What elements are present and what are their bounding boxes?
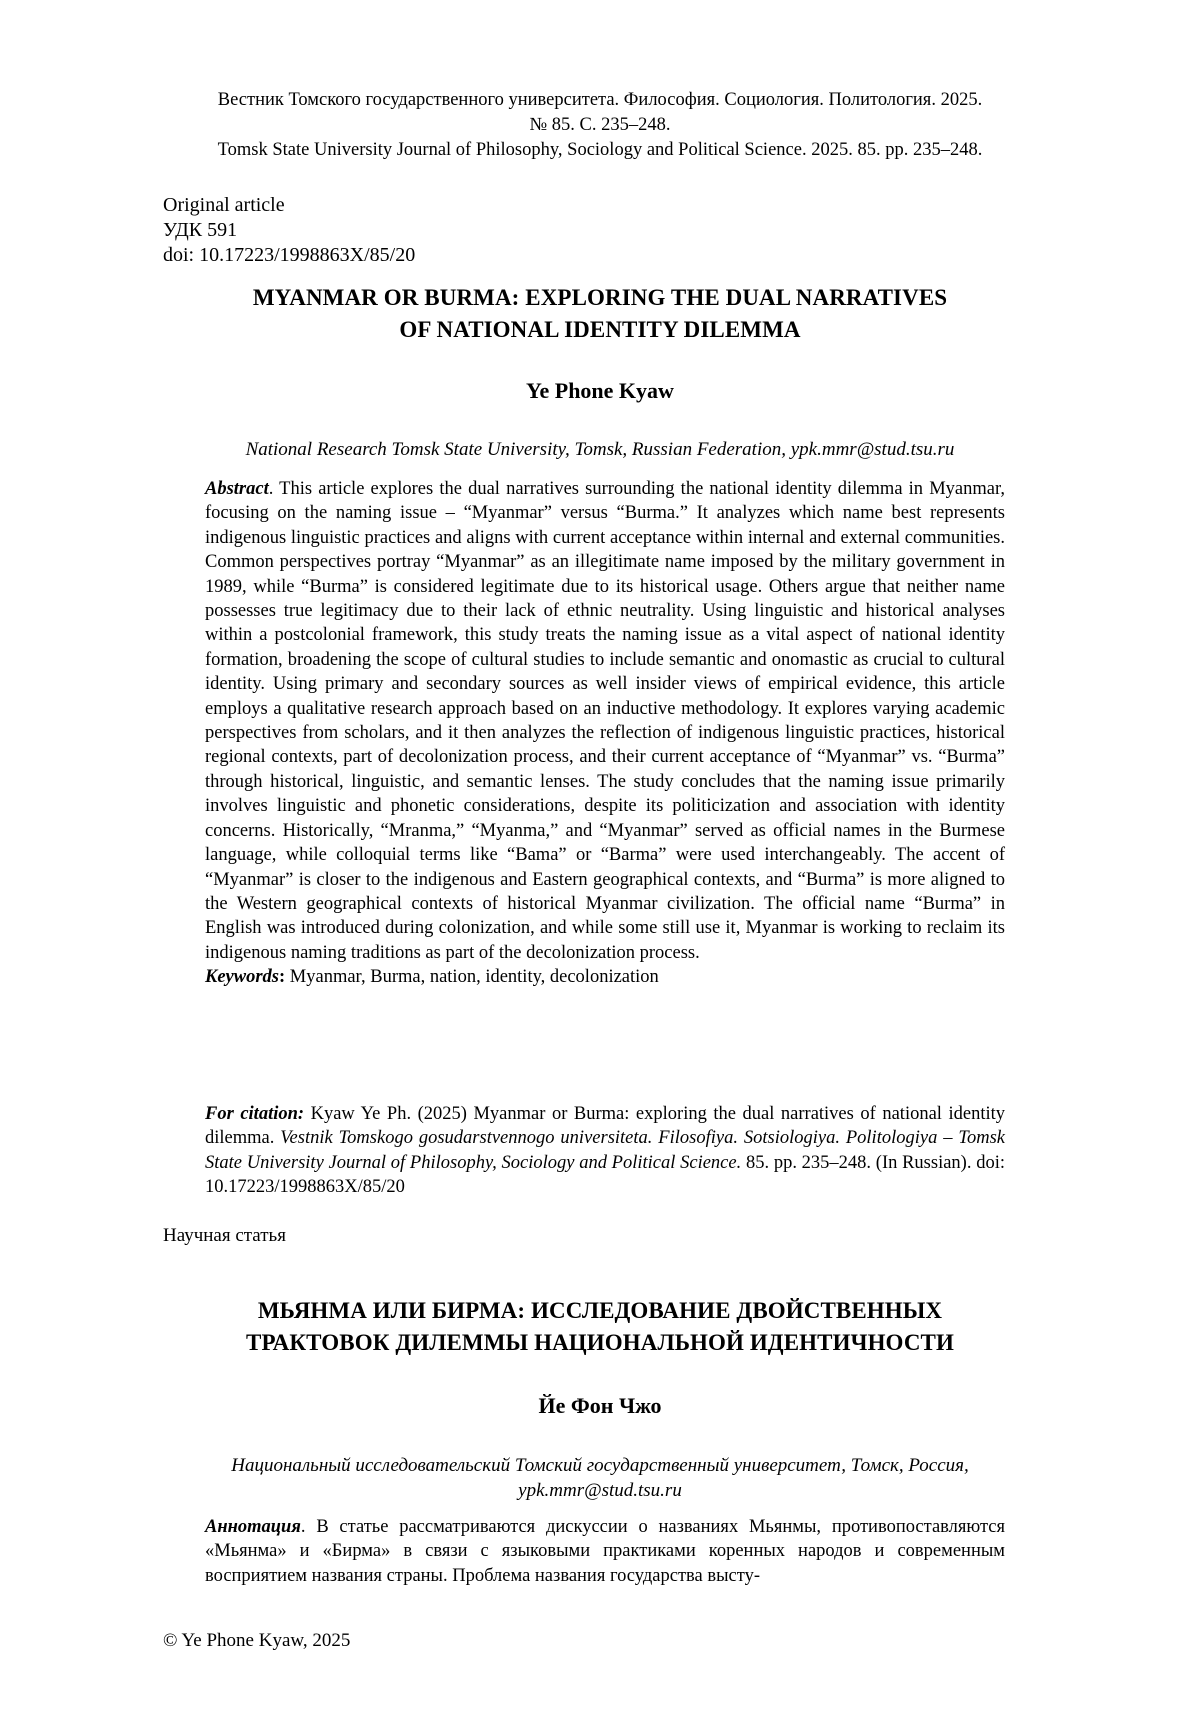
journal-header-ru-line2: № 85. С. 235–248. [529,115,671,135]
citation-en [205,1102,1005,1200]
article-title-en [140,282,1060,346]
copyright: © Ye Phone Kyaw, 2025 [163,1630,351,1651]
affiliation-en: National Research Tomsk State University, Tomsk, Russian Federation, ypk.mmr@stud.tsu.ru [245,439,955,460]
abstract-ru-text: В статье рассматриваются дискуссии о названиях Мьянмы, противопоставляются «Мьянма» и «Бирма» в связи с языковыми практиками коренных народов и современным восприятием названия страны. Проблема названия государства высту- [205,1517,1006,1586]
author-en: Ye Phone Kyaw [526,378,674,403]
abstract-ru: Аннотация. В статье рассматриваются дискуссии о названиях Мьянмы, противопоставляются «Мьянма» и «Бирма» в связи с языковыми практиками коренных народов и современным восприятием названия страны. Проблема названия государства высту- [205,1517,1006,1586]
title-en-line2: OF NATIONAL IDENTITY DILEMMA [399,317,801,342]
title-ru-line1: МЬЯНМА ИЛИ БИРМА: ИССЛЕДОВАНИЕ ДВОЙСТВЕННЫХ [257,1298,943,1323]
journal-header-ru-line1: Вестник Томского государственного университета. Философия. Социология. Политология. 2025. [217,90,983,110]
citation-en-journal: Vestnik Tomskogo gosudarstvennogo universiteta. Filosofiya. Sotsiologiya. Politologiya – Tomsk State University Journal of Philosophy, Sociology and Political Science. [205,1128,1005,1173]
citation-en-part2: 85. pp. 235–248. (In Russian). doi: 10.17223/1998863X/85/20 [205,1152,1005,1198]
citation-en-label: For citation: [205,1104,305,1124]
article-type-ru: Научная статья [163,1225,286,1246]
citation-en-part1: Kyaw Ye Ph. (2025) Myanmar or Burma: exploring the dual narratives of national identity dilemma. [205,1104,1005,1149]
journal-header [140,88,1060,163]
title-ru-line2: ТРАКТОВОК ДИЛЕММЫ НАЦИОНАЛЬНОЙ ИДЕНТИЧНОСТИ [246,1330,954,1355]
keywords-en-label: Keywords [205,967,279,988]
author-ru: Йе Фон Чжо [538,1393,662,1418]
abstract-en: Abstract. This article explores the dual narratives surrounding the national identity dilemma in Myanmar, focusing on the naming issue – “Myanmar” versus “Burma.” It analyzes which name best represents indigenous linguistic practices and aligns with current acceptance within internal and external communities. Common perspectives portray “Myanmar” as an illegitimate name imposed by the military government in 1989, while “Burma” is considered legitimate due to its historical usage. Others argue that neither name possesses true legitimacy due to their lack of ethnic neutrality. Using linguistic and historical analyses within a postcolonial framework, this study treats the naming issue as a vital aspect of national identity formation, broadening the scope of cultural studies to include semantic and onomastic as crucial to cultural identity. Using primary and secondary sources as well insider views of empirical evidence, this article employs a qualitative research approach based on an inductive methodology. It explores varying academic perspectives from scholars, and it then analyzes the reflection of indigenous linguistic practices, historical regional contexts, part of decolonization process, and their current acceptance of “Myanmar” vs. “Burma” through historical, linguistic, and semantic lenses. The study concludes that the naming issue primarily involves linguistic and phonetic considerations, despite its politicization and association with identity concerns. Historically, “Mranma,” “Myanma,” and “Myanmar” served as official names in the Burmese language, while colloquial terms like “Bama” or “Barma” were used interchangeably. The accent of “Myanmar” is closer to the indigenous and Eastern geographical contexts, and “Burma” is more aligned to the Western geographical contexts of historical Myanmar civilization. The official name “Burma” in English was introduced during colonization, and while some still use it, Myanmar is working to reclaim its indigenous naming traditions as part of the decolonization process. Keywords: Myanmar, Burma, nation, identity, decolonization [205,477,1005,990]
article-type: Original article [163,194,285,216]
keywords-en: Keywords: Myanmar, Burma, nation, identity, decolonization [205,967,659,988]
article-meta [163,193,415,268]
doi: doi: 10.17223/1998863Х/85/20 [163,244,416,266]
keywords-en-text: Myanmar, Burma, nation, identity, decolonization [289,967,659,988]
affiliation-ru-line2: ypk.mmr@stud.tsu.ru [518,1480,682,1501]
abstract-en-text: This article explores the dual narratives surrounding the national identity dilemma in Myanmar, focusing on the naming issue – “Myanmar” versus “Burma.” It analyzes which name best represents indigenous linguistic practices and aligns with current acceptance within internal and external communities. Common perspectives portray “Myanmar” as an illegitimate name imposed by the military government in 1989, while “Burma” is considered legitimate due to its historical usage. Others argue that neither name possesses true legitimacy due to their lack of ethnic neutrality. Using linguistic and historical analyses within a postcolonial framework, this study treats the naming issue as a vital aspect of national identity formation, broadening the scope of cultural studies to include semantic and onomastic as crucial to cultural identity. Using primary and secondary sources as well insider views of empirical evidence, this article employs a qualitative research approach based on an inductive methodology. It explores varying academic perspectives from scholars, and it then analyzes the reflection of indigenous linguistic practices, historical regional contexts, part of decolonization process, and their current acceptance of “Myanmar” vs. “Burma” through historical, linguistic, and semantic lenses. The study concludes that the naming issue primarily involves linguistic and phonetic considerations, despite its politicization and association with identity concerns. Historically, “Mranma,” “Myanma,” and “Myanmar” served as official names in the Burmese language, while colloquial terms like “Bama” or “Barma” were used interchangeably. The accent of “Myanmar” is closer to the indigenous and Eastern geographical contexts, and “Burma” is more aligned to the Western geographical contexts of historical Myanmar civilization. The official name “Burma” in English was introduced during colonization, and while some still use it, Myanmar is working to reclaim its indigenous naming traditions as part of the decolonization process. [205,479,1006,963]
affiliation-ru-line1: Национальный исследовательский Томский государственный университет, Томск, Россия, [231,1455,969,1476]
abstract-ru-label: Аннотация [205,1517,301,1537]
udk-code: УДК 591 [163,219,238,241]
title-en-line1: MYANMAR OR BURMA: EXPLORING THE DUAL NARRATIVES [252,285,948,310]
article-title-ru [140,1295,1060,1359]
journal-header-en-line: Tomsk State University Journal of Philosophy, Sociology and Political Science. 2025. 85. pp. 235–248. [217,140,983,160]
abstract-en-label: Abstract [205,479,269,499]
affiliation-ru [150,1453,1050,1503]
